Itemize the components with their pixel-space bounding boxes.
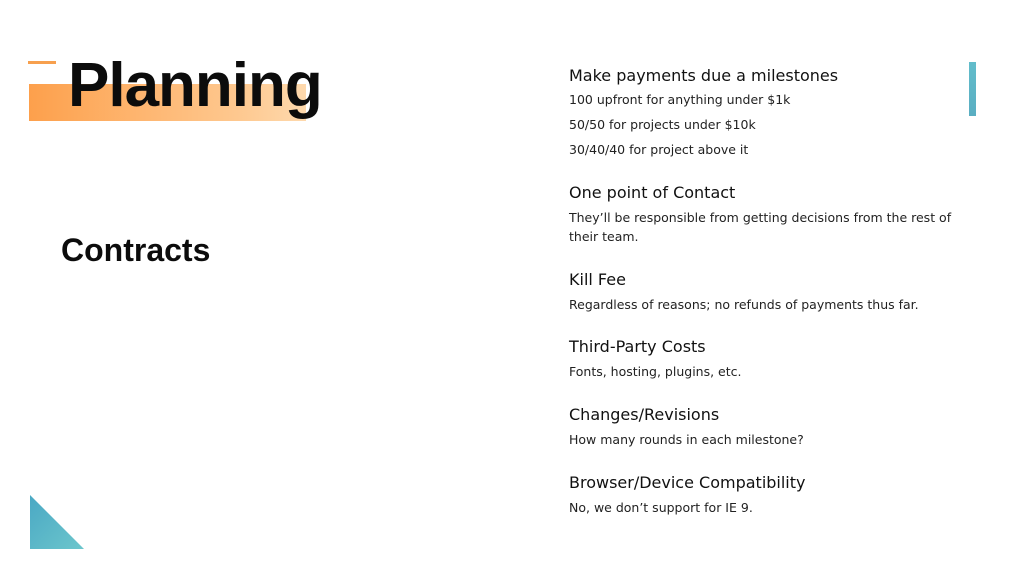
section-milestone-payments xyxy=(569,66,959,162)
teal-triangle-decoration xyxy=(30,495,84,549)
section-line: 50/50 for projects under $10k xyxy=(569,117,756,132)
accent-dash xyxy=(28,61,56,64)
section-line: 100 upfront for anything under $1k xyxy=(569,92,791,107)
teal-accent-bar xyxy=(969,62,976,116)
section-heading: Kill Fee xyxy=(569,270,626,289)
section-heading: Browser/Device Compatibility xyxy=(569,473,806,492)
section-line: Regardless of reasons; no refunds of payments thus far. xyxy=(569,297,919,312)
section-line: 30/40/40 for project above it xyxy=(569,142,749,157)
slide-subtitle: Contracts xyxy=(61,232,211,268)
section-body xyxy=(569,295,959,314)
section-heading: One point of Contact xyxy=(569,183,736,202)
section-kill-fee xyxy=(569,270,959,314)
section-heading: Third-Party Costs xyxy=(569,337,706,356)
section-line: Fonts, hosting, plugins, etc. xyxy=(569,364,742,379)
section-browser-compatibility xyxy=(569,473,959,517)
section-body xyxy=(569,498,959,517)
section-body xyxy=(569,208,959,246)
section-third-party-costs xyxy=(569,337,959,381)
section-changes-revisions xyxy=(569,405,959,449)
section-body xyxy=(569,430,959,449)
slide-title: Planning xyxy=(68,51,322,120)
section-line: How many rounds in each milestone? xyxy=(569,432,804,447)
section-heading: Changes/Revisions xyxy=(569,405,720,424)
section-heading: Make payments due a milestones xyxy=(569,66,839,85)
section-body xyxy=(569,362,959,381)
section-line: No, we don’t support for IE 9. xyxy=(569,500,753,515)
section-body xyxy=(569,87,959,162)
section-point-of-contact xyxy=(569,183,959,246)
section-line: They’ll be responsible from getting decisions from the rest of their team. xyxy=(569,210,952,244)
